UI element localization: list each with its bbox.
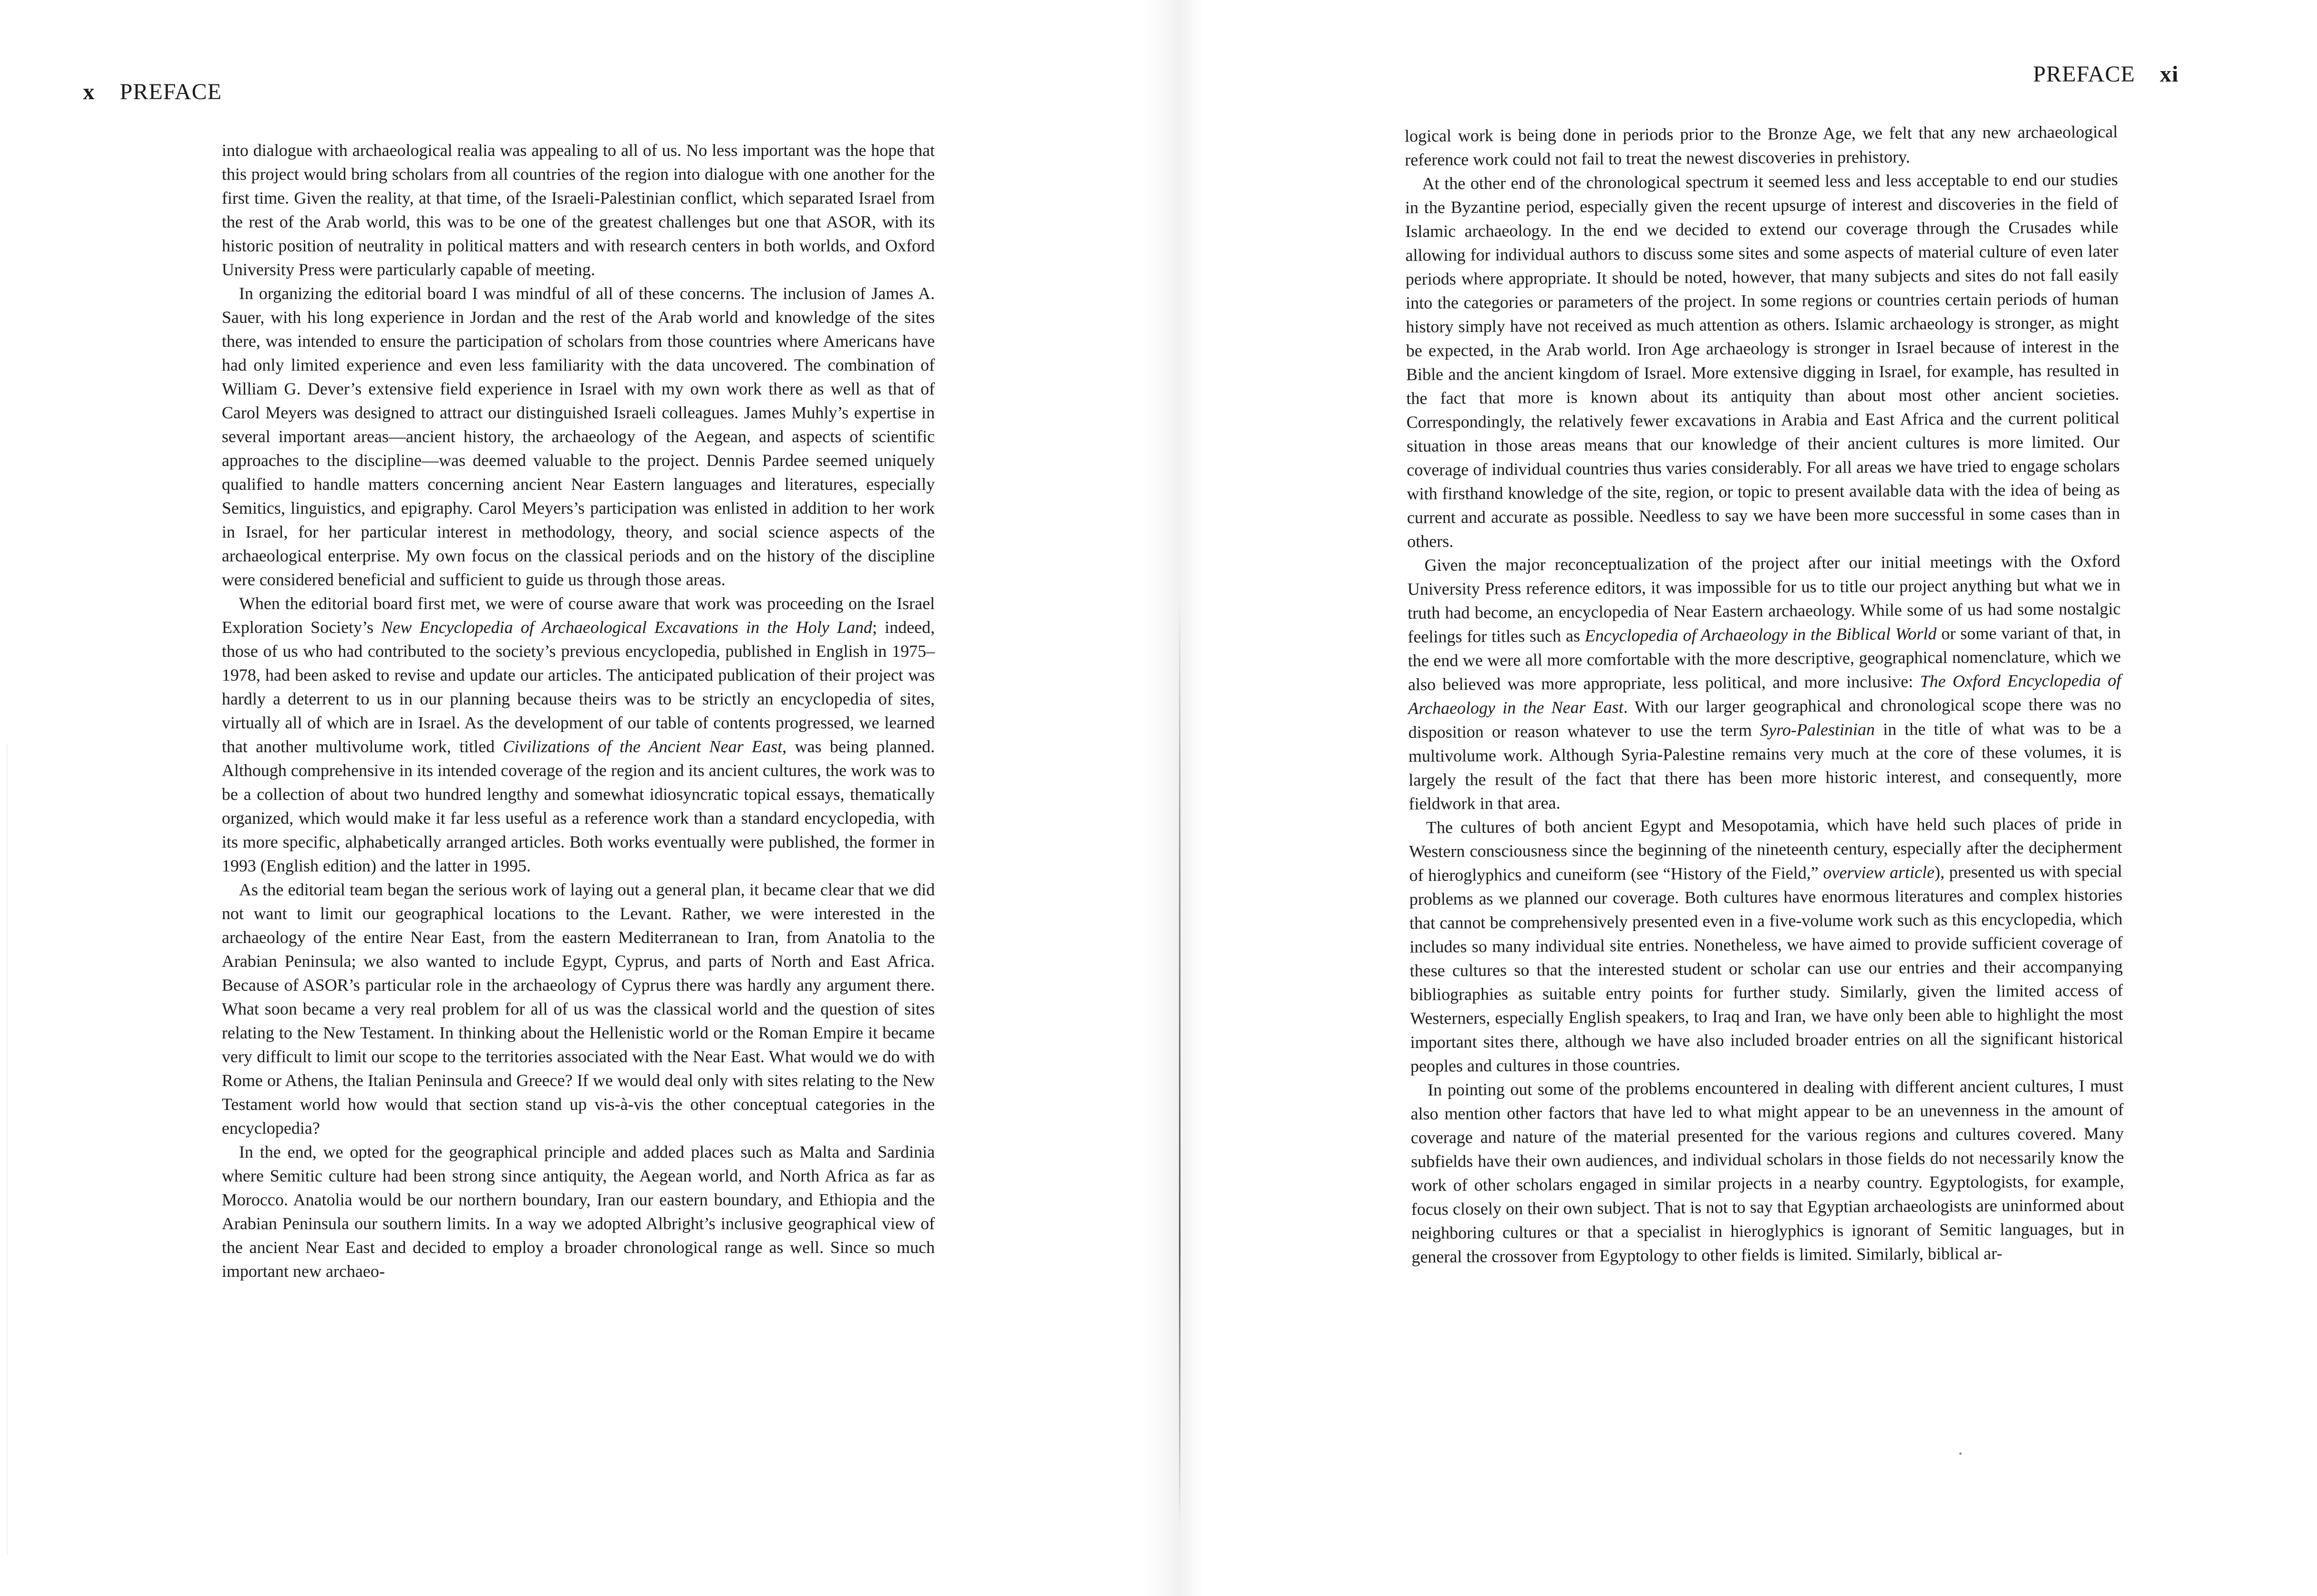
right-paragraph [1407,549,2121,816]
text-run: ), presented us with special problems as we planned our coverage. Both cultures have enormous literatures and complex histories that cannot be comprehensively presented even in a five-volume work such as this encyclopedia, which includes so many individual site entries. Nonetheless, we have aimed to provide sufficient coverage of these cultures so that the interested student or scholar can use our entries and their accompanying bibliographies as suitable entry points for further study. Similarly, given the limited access of Westerners, especially English speakers, to Iraq and Iran, we have only been able to highlight the most important sites there, although we have also included broader entries on all the significant historical peoples and cultures in those countries. [1409,861,2123,1076]
right-running-head [2033,61,2179,87]
text-run: In the end, we opted for the geographical principle and added places such as Malta and Sardinia where Semitic culture had been strong since antiquity, the Aegean world, and North Africa as far as Morocco. Anatolia would be our northern boundary, Iran our eastern boundary, and Ethiopia and the Arabian Peninsula our southern limits. In a way we adopted Albright’s inclusive geographical view of the ancient Near East and decided to employ a broader chronological range as well. Since so much important new archaeo- [222,1142,935,1281]
text-run: At the other end of the chronological spectrum it seemed less and less acceptable to end our studies in the Byzantine period, especially given the recent upsurge of interest and discoveries in the field of Islamic archaeology. In the end we decided to extend our coverage through the Crusades while allowing for individual authors to discuss some sites and some aspects of material culture of even later periods where appropriate. It should be noted, however, that many subjects and sites do not fall easily into the categories or parameters of the project. In some regions or countries certain periods of human history simply have not received as much attention as others. Islamic archaeology is stronger, as might be expected, in the Arab world. Iron Age archaeology is stronger in Israel because of interest in the Bible and the ancient kingdom of Israel. More extensive digging in Israel, for example, has resulted in the fact that more is known about its antiquity than about most other ancient societies. Correspondingly, the relatively fewer excavations in Arabia and East Africa and the current political situation in those areas means that our knowledge of their ancient cultures is more limited. Our coverage of individual countries thus varies considerably. For all areas we have tried to engage scholars with firsthand knowledge of the site, region, or topic to present available data with the idea of being as current and accurate as possible. Needless to say we have been more successful in some cases than in others. [1405,169,2120,551]
left-text-column [222,138,935,1283]
right-running-title: PREFACE [2033,62,2135,87]
right-text-column [1405,120,2125,1269]
left-paragraph [222,591,935,878]
text-run: into dialogue with archaeological realia was appealing to all of us. No less important was the hope that this project would bring scholars from all countries of the region into dialogue with one another for the first time. Given the reality, at that time, of the Israeli-Palestinian conflict, which separated Israel from the rest of the Arab world, this was to be one of the greatest challenges but one that ASOR, with its historic position of neutrality in political matters and with research centers in both worlds, and Oxford University Press were particularly capable of meeting. [222,141,935,279]
right-page-number: xi [2160,62,2179,87]
left-page [0,0,1154,1596]
italic-title: New Encyclopedia of Archaeological Excavations in the Holy Land [381,618,872,637]
right-page [1154,0,2317,1596]
left-running-head [83,79,222,105]
italic-title: Syro-Palestinian [1760,720,1875,740]
text-run: When the editorial board first met, we were of course aware that work was proceeding on the Israel Exploration Society’s [222,594,935,637]
left-paragraph [222,1140,935,1283]
left-paragraph [222,878,935,1140]
text-run: logical work is being done in periods prior to the Bronze Age, we felt that any new archaeological reference work could not fail to treat the newest discoveries in prehistory. [1405,122,2118,169]
book-gutter-shadow [1142,0,1204,1596]
right-paragraph [1405,120,2118,172]
italic-title: The Oxford Encyclopedia of Archaeology in the Near East [1408,670,2121,718]
italic-title: Encyclopedia of Archaeology in the Biblical World [1584,624,1937,645]
right-paragraph [1405,167,2120,553]
text-run: As the editorial team began the serious work of laying out a general plan, it became clear that we did not want to limit our geographical locations to the Levant. Rather, we were interested in the archaeology of the entire Near East, from the eastern Mediterranean to Iran, from Anatolia to the Arabian Peninsula; we also wanted to include Egypt, Cyprus, and parts of North and East Africa. Because of ASOR’s particular role in the archaeology of Cyprus there was hardly any argument there. What soon became a very real problem for all of us was the classical world and the question of sites relating to the New Testament. In thinking about the Hellenistic world or the Roman Empire it became very difficult to limit our scope to the territories associated with the Near East. What would we do with Rome or Athens, the Italian Peninsula and Greece? If we would deal only with sites relating to the New Testament world how would that section stand up vis-à-vis the other conceptual categories in the encyclopedia? [222,880,935,1138]
text-run: ; indeed, those of us who had contributed to the society’s previous encyclopedia, published in English in 1975–1978, had been asked to revise and update our articles. The anticipated publication of their project was hardly a deterrent to us in our planning because theirs was to be strictly an encyclopedia of sites, virtually all of which are in Israel. As the development of our table of contents progressed, we learned that another multivolume work, titled [222,618,935,756]
scan-speck [1959,1452,1962,1455]
text-run: or some variant of that, in the end we were all more comfortable with the more descriptive, geographical nomenclature, which we also believed was more appropriate, less political, and more inclusive: [1407,622,2121,694]
book-gutter-line [1179,601,1180,1526]
text-run: Given the major reconceptualization of the project after our initial meetings with the Oxford University Press reference editors, it was impossible for us to title our project anything but what we in truth had become, an encyclopedia of Near Eastern archaeology. While some of us had some nostalgic feelings for titles such as [1407,551,2121,646]
right-paragraph [1410,1074,2124,1269]
text-run: , was being planned. Although comprehensive in its intended coverage of the region and its ancient cultures, the work was to be a collection of about two hundred lengthy and somewhat idiosyncratic topical essays, thematically organized, which would make it far less useful as a reference work than a standard encyclopedia, with its more specific, alphabetically arranged articles. Both works eventually were published, the former in 1993 (English edition) and the latter in 1995. [222,737,935,875]
text-run: . With our larger geographical and chronological scope there was no disposition or reason whatever to use the term [1408,694,2121,742]
italic-title: overview article [1823,862,1935,882]
left-running-title: PREFACE [120,79,222,104]
left-paragraph [222,281,935,591]
scan-edge-mark [7,744,8,1555]
left-paragraph [222,138,935,281]
italic-title: Civilizations of the Ancient Near East [503,737,783,756]
text-run: in the title of what was to be a multivolume work. Although Syria-Palestine remains very much at the core of these volumes, it is largely the result of the fact that there has been more historic interest, and consequently, more fieldwork in that area. [1408,718,2122,813]
text-run: The cultures of both ancient Egypt and Mesopotamia, which have held such places of pride in Western consciousness since the beginning of the nineteenth century, especially after the decipherment of hieroglyphics and cuneiform (see “History of the Field,” [1409,813,2122,885]
text-run: In organizing the editorial board I was mindful of all of these concerns. The inclusion of James A. Sauer, with his long experience in Jordan and the rest of the Arab world and knowledge of the sites there, was intended to ensure the participation of scholars from those countries where Americans have had only limited experience and even less familiarity with the data uncovered. The combination of William G. Dever’s extensive field experience in Israel with my own work there as well as that of Carol Meyers was designed to attract our distinguished Israeli colleagues. James Muhly’s expertise in several important areas—ancient history, the archaeology of the Aegean, and aspects of scientific approaches to the discipline—was deemed valuable to the project. Dennis Pardee seemed uniquely qualified to handle matters concerning ancient Near Eastern languages and literatures, especially Semitics, linguistics, and epigraphy. Carol Meyers’s participation was enlisted in addition to her work in Israel, for her particular interest in methodology, theory, and social science aspects of the archaeological enterprise. My own focus on the classical periods and on the history of the discipline were considered beneficial and sufficient to guide us through those areas. [222,284,935,589]
right-paragraph [1409,811,2123,1078]
left-page-number: x [83,79,95,104]
text-run: In pointing out some of the problems encountered in dealing with different ancient cultures, I must also mention other factors that have led to what might appear to be an unevenness in the amount of coverage and nature of the material presented for the various regions and cultures covered. Many subfields have their own audiences, and individual scholars in those fields do not necessarily know the work of other scholars engaged in similar projects in a nearby country. Egyptologists, for example, focus closely on their own subject. That is not to say that Egyptian archaeologists are uninformed about neighboring cultures or that a specialist in hieroglyphics is ignorant of Semitic languages, but in general the crossover from Egyptology to other fields is limited. Similarly, biblical ar- [1410,1076,2125,1266]
